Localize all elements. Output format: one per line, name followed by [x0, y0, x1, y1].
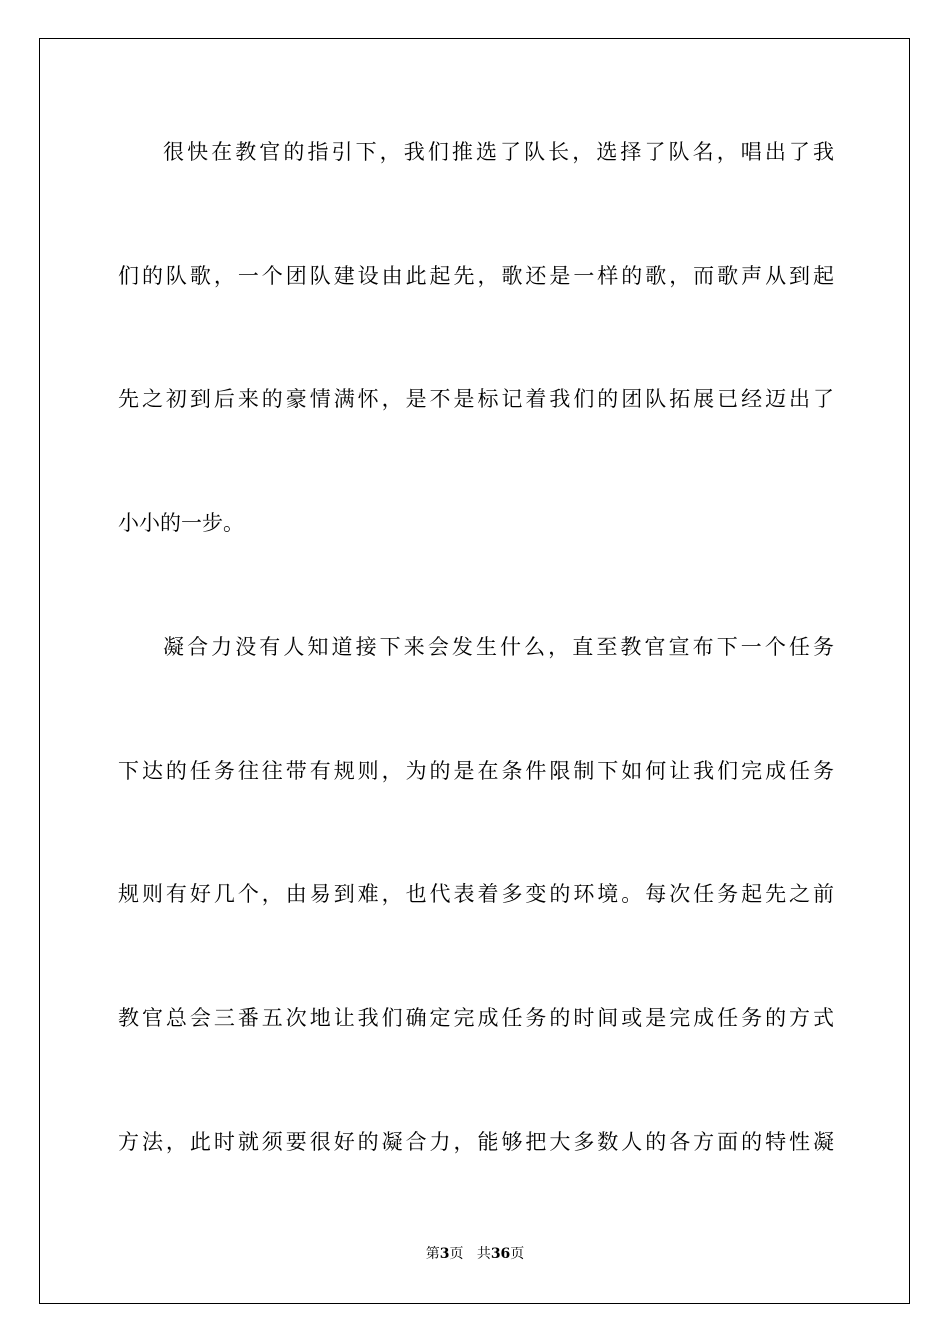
page-footer	[0, 1245, 950, 1263]
total-pages: 36	[490, 1246, 511, 1262]
paragraph-1-line-4: 小小的一步。	[118, 511, 244, 535]
paragraph-2-line-3: 规则有好几个，由易到难，也代表着多变的环境。每次任务起先之前	[118, 882, 834, 906]
total-suffix: 页	[510, 1246, 525, 1262]
page-prefix: 第	[425, 1246, 440, 1262]
paragraph-2-line-5: 方法，此时就须要很好的凝合力，能够把大多数人的各方面的特性凝	[118, 1130, 834, 1154]
page-suffix: 页	[449, 1246, 464, 1262]
paragraph-2-line-4: 教官总会三番五次地让我们确定完成任务的时间或是完成任务的方式	[118, 1006, 834, 1030]
paragraph-1-line-2: 们的队歌，一个团队建设由此起先，歌还是一样的歌，而歌声从到起	[118, 264, 834, 288]
total-prefix: 共	[476, 1246, 491, 1262]
page-border	[39, 38, 910, 1304]
page-number: 3	[439, 1246, 450, 1262]
paragraph-2-line-2: 下达的任务往往带有规则，为的是在条件限制下如何让我们完成任务	[118, 759, 834, 783]
paragraph-2-line-1: 凝合力没有人知道接下来会发生什么，直至教官宣布下一个任务	[163, 635, 834, 659]
paragraph-1-line-1: 很快在教官的指引下，我们推选了队长，选择了队名，唱出了我	[163, 140, 834, 164]
paragraph-1-line-3: 先之初到后来的豪情满怀，是不是标记着我们的团队拓展已经迈出了	[118, 387, 834, 411]
